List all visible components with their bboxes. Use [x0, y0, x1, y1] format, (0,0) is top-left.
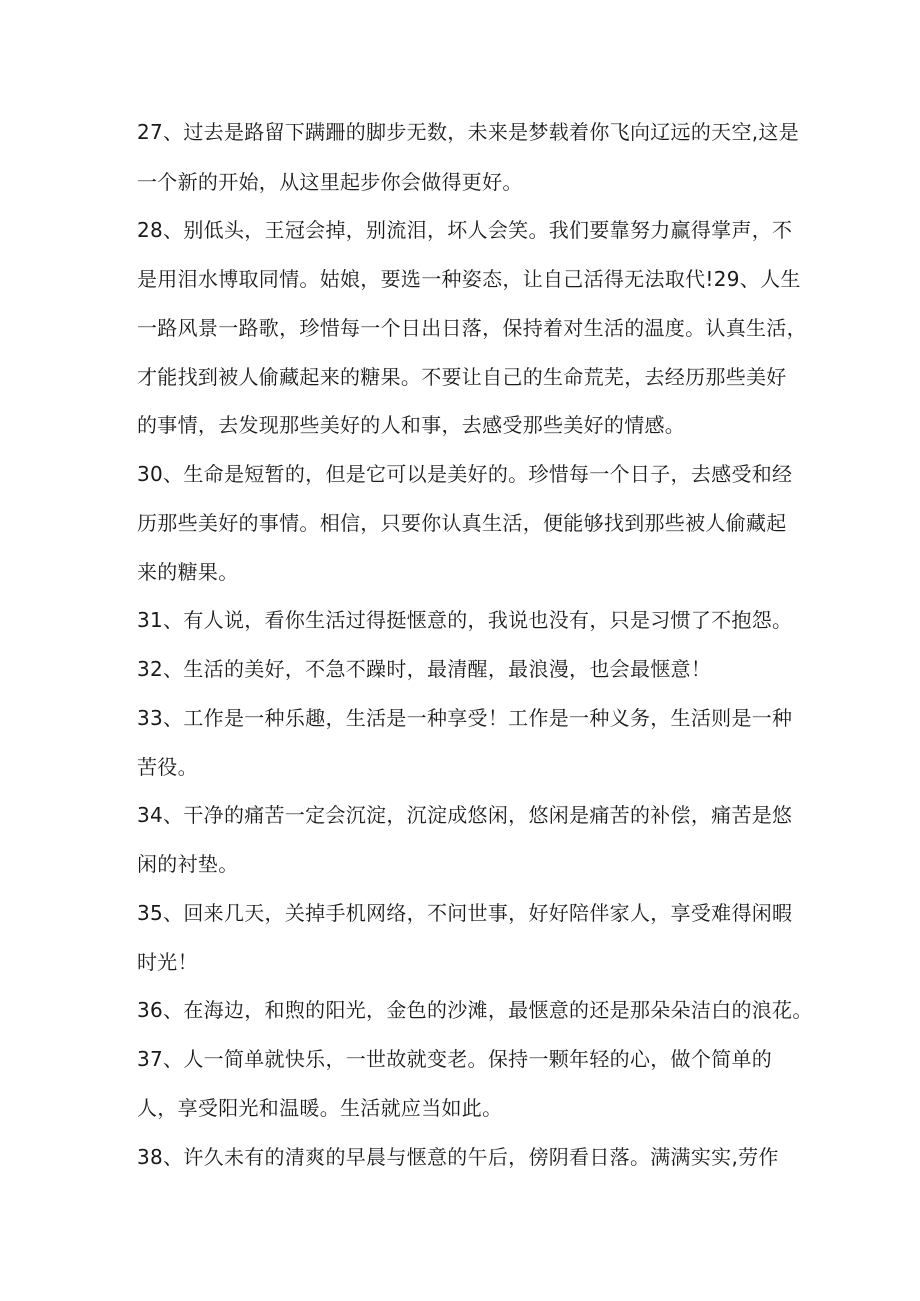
text-line-13: 33、工作是一种乐趣，生活是一种享受！工作是一种义务，生活则是一种 [137, 706, 793, 730]
text-line-16: 闲的衬垫。 [137, 852, 239, 876]
text-line-19: 36、在海边，和煦的阳光，金色的沙滩，最惬意的还是那朵朵洁白的浪花。 [137, 998, 813, 1022]
text-line-5: 一路风景一路歌，珍惜每一个日出日落，保持着对生活的温度。认真生活， [137, 316, 807, 340]
text-line-11: 31、有人说，看你生活过得挺惬意的，我说也没有，只是习惯了不抱怨。 [137, 608, 793, 632]
text-line-18: 时光！ [137, 950, 198, 974]
text-line-1: 27、过去是路留下蹒跚的脚步无数，未来是梦载着你飞向辽远的天空,这是 [137, 120, 800, 144]
text-line-21: 人，享受阳光和温暖。生活就应当如此。 [137, 1096, 503, 1120]
text-line-22: 38、许久未有的清爽的早晨与惬意的午后，傍阴看日落。满满实实,劳作 [137, 1145, 779, 1169]
text-line-12: 32、生活的美好，不急不躁时，最清醒，最浪漫，也会最惬意！ [137, 657, 712, 681]
text-line-7: 的事情，去发现那些美好的人和事，去感受那些美好的情感。 [137, 413, 686, 437]
text-line-3: 28、别低头，王冠会掉，别流泪，坏人会笑。我们要靠努力赢得掌声，不 [137, 218, 793, 242]
text-line-14: 苦役。 [137, 755, 198, 779]
text-line-9: 历那些美好的事情。相信，只要你认真生活，便能够找到那些被人偷藏起 [137, 511, 787, 535]
text-line-8: 30、生命是短暂的，但是它可以是美好的。珍惜每一个日子，去感受和经 [137, 462, 793, 486]
text-line-2: 一个新的开始，从这里起步你会做得更好。 [137, 170, 523, 194]
text-line-20: 37、人一简单就快乐，一世故就变老。保持一颗年轻的心，做个简单的 [137, 1047, 773, 1071]
text-line-15: 34、干净的痛苦一定会沉淀，沉淀成悠闲，悠闲是痛苦的补偿，痛苦是悠 [137, 803, 793, 827]
text-line-17: 35、回来几天，关掉手机网络，不问世事，好好陪伴家人，享受难得闲暇 [137, 901, 793, 925]
text-line-6: 才能找到被人偷藏起来的糖果。不要让自己的生命荒芜，去经历那些美好 [137, 365, 787, 389]
text-line-10: 来的糖果。 [137, 560, 239, 584]
text-line-4: 是用泪水博取同情。姑娘，要选一种姿态，让自己活得无法取代!29、人生 [137, 267, 801, 291]
